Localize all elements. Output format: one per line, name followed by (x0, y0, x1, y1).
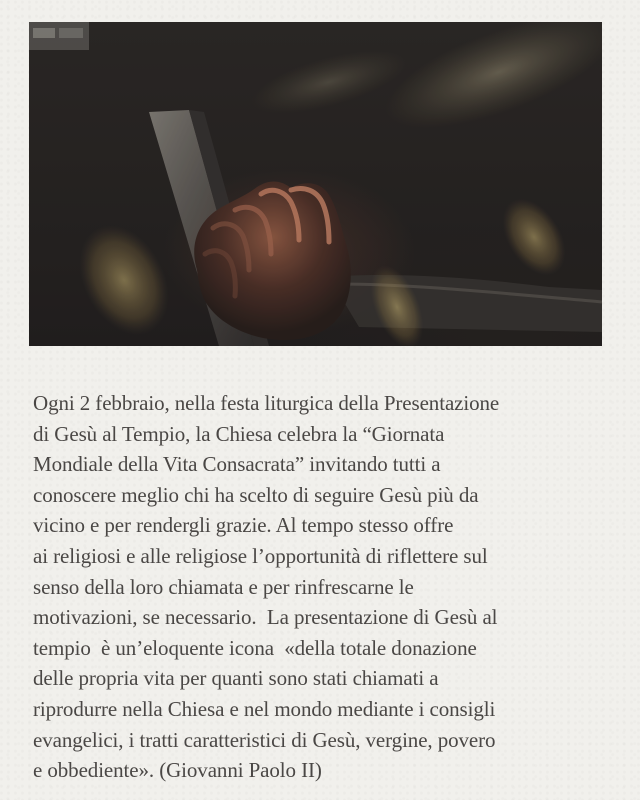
body-line: motivazioni, se necessario. La presentazione di Gesù al (33, 605, 498, 630)
praying-hands-photo (29, 22, 602, 346)
body-line: di Gesù al Tempio, la Chiesa celebra la “Giornata (33, 421, 445, 446)
body-line: riprodurre nella Chiesa e nel mondo mediante i consigli (33, 696, 496, 721)
body-line: e obbediente». (Giovanni Paolo II) (33, 758, 322, 783)
body-line: Ogni 2 febbraio, nella festa liturgica della Presentazione (33, 391, 500, 415)
body-line: senso della loro chiamata e per rinfrescarne le (33, 574, 414, 599)
post-body-text (33, 388, 613, 786)
body-line: vicino e per rendergli grazie. Al tempo stesso offre (33, 513, 454, 538)
body-line: delle propria vita per quanti sono stati chiamati a (33, 666, 439, 691)
body-line: ai religiosi e alle religiose l’opportunità di riflettere sul (33, 543, 488, 568)
body-line: conoscere meglio chi ha scelto di seguire Gesù più da (33, 482, 479, 507)
body-line: evangelici, i tratti caratteristici di Gesù, vergine, povero (33, 727, 496, 752)
body-line: Mondiale della Vita Consacrata” invitando tutti a (33, 452, 441, 477)
body-line: tempio è un’eloquente icona «della totale donazione (33, 635, 477, 660)
